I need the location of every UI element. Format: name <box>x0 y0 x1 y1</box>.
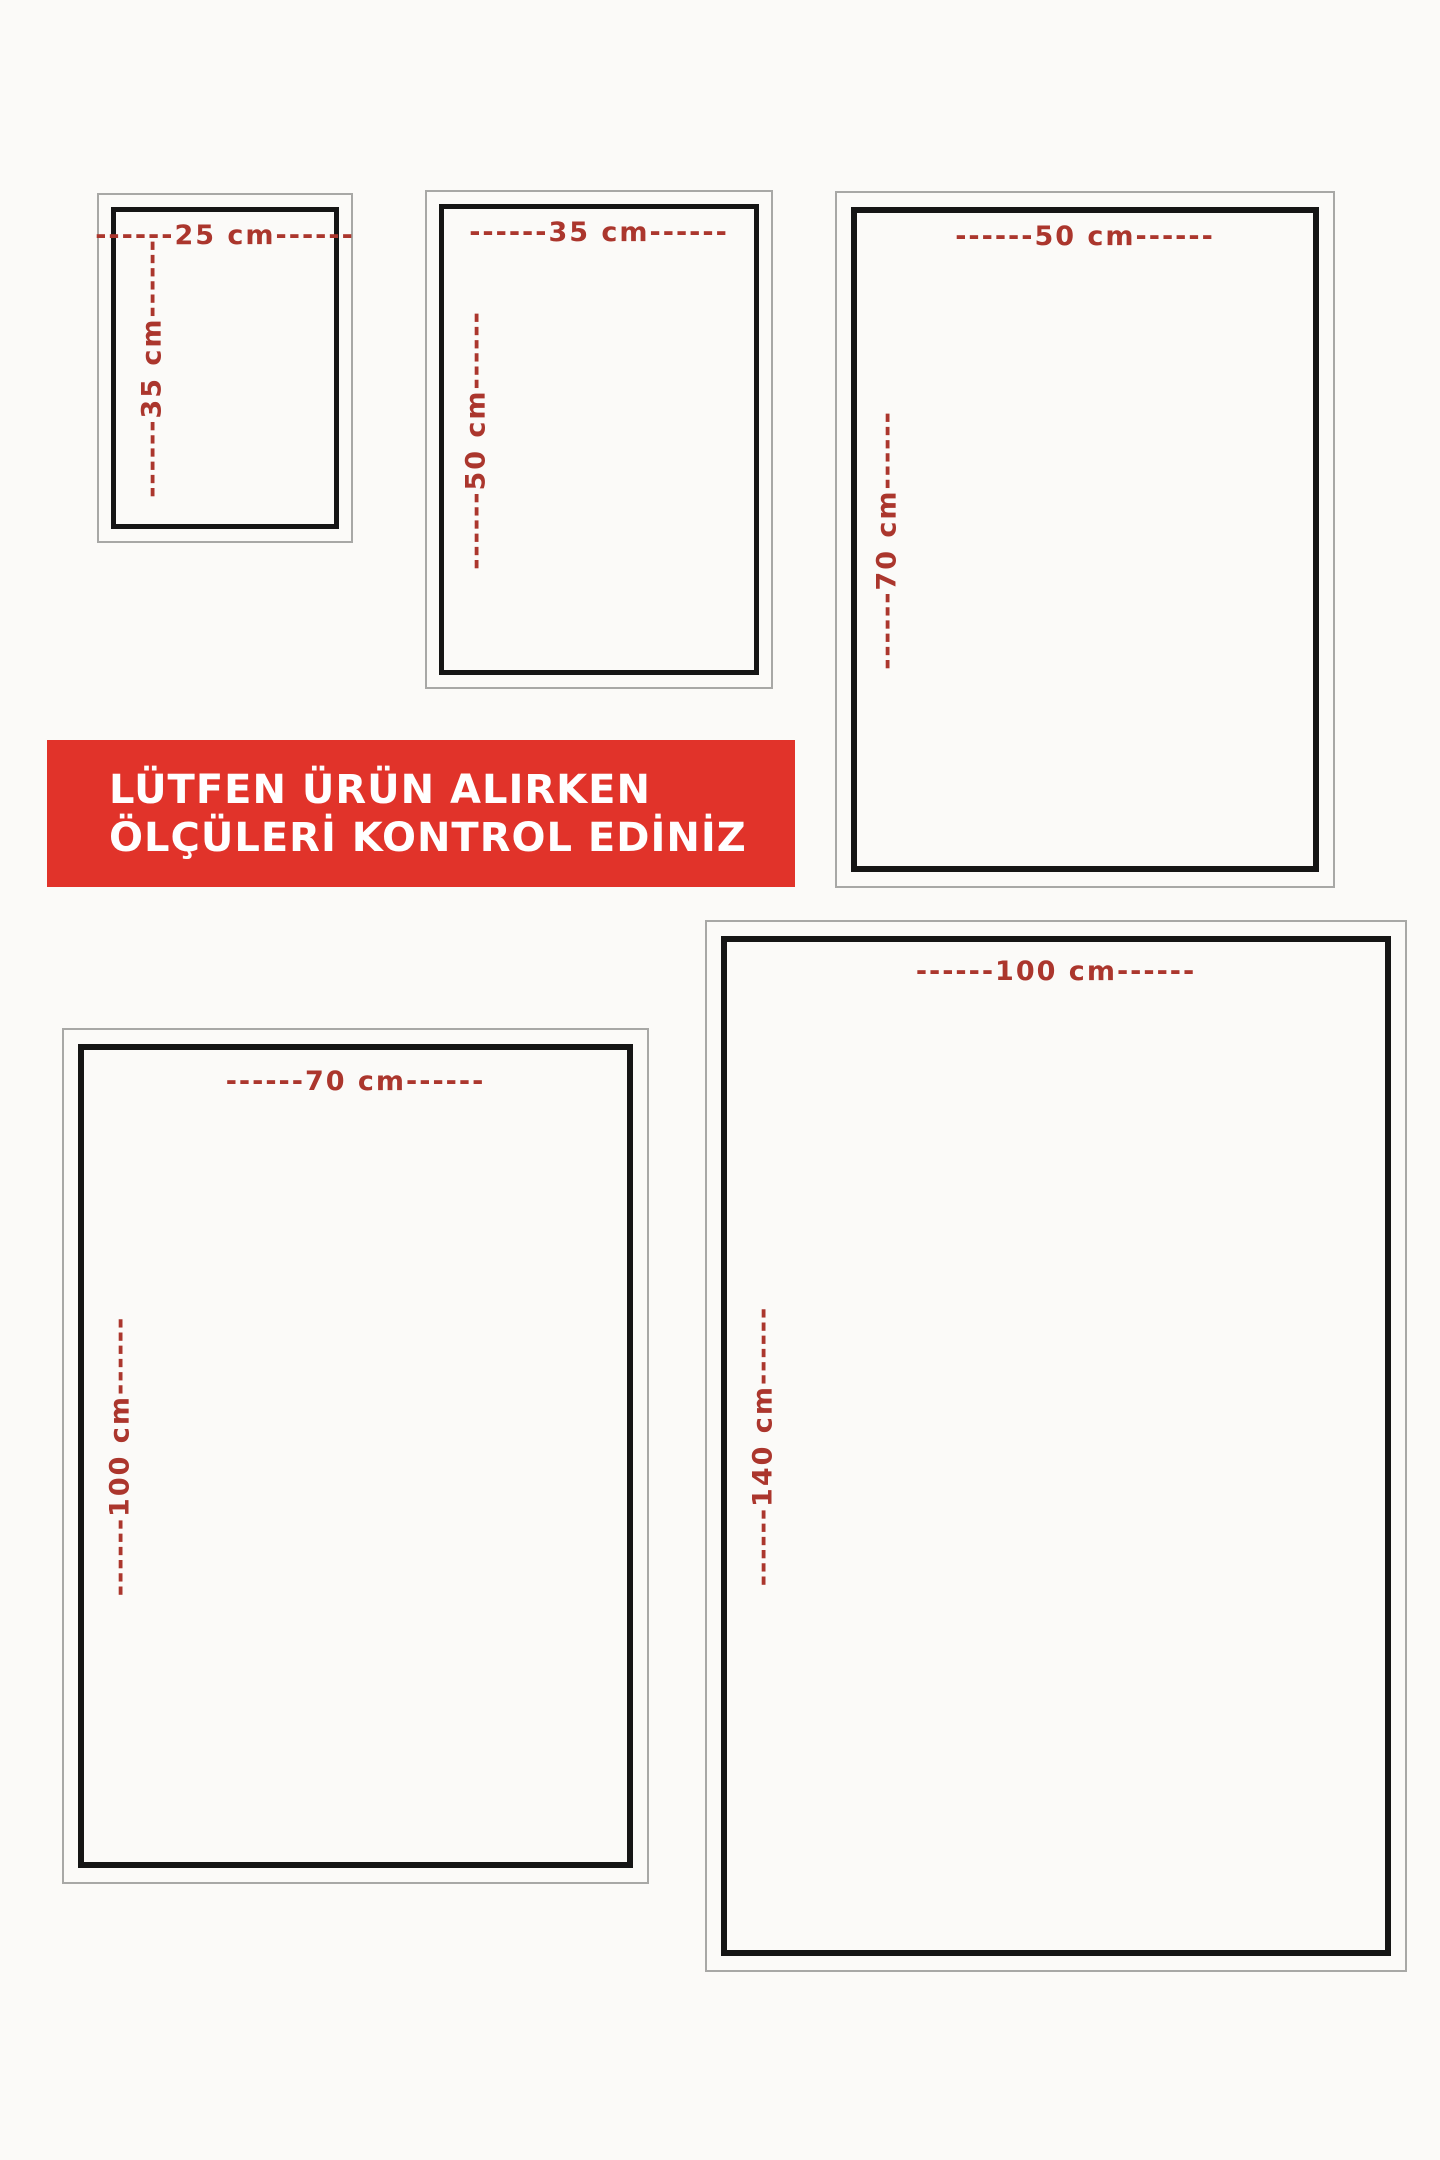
size-box-100x140-inner-frame <box>721 936 1391 1956</box>
width-label-70cm: ------70 cm------ <box>225 1066 486 1097</box>
height-label-140cm: ------140 cm------ <box>747 1305 779 1587</box>
size-box-50x70 <box>835 191 1335 888</box>
notice-banner <box>47 740 795 887</box>
size-box-70x100-inner-frame <box>78 1044 633 1868</box>
size-box-100x140 <box>705 920 1407 1972</box>
height-label-70cm: ------70 cm------ <box>871 409 903 670</box>
width-label-25cm: ------25 cm------ <box>95 220 355 251</box>
size-box-35x50 <box>425 190 773 689</box>
width-label-100cm: ------100 cm------ <box>915 956 1197 987</box>
size-box-25x35-inner-frame <box>95 207 355 529</box>
width-label-50cm: ------50 cm------ <box>955 221 1215 252</box>
size-box-35x50-inner-frame <box>439 204 759 675</box>
height-label-50cm: ------50 cm------ <box>460 309 492 570</box>
height-label-100cm: ------100 cm------ <box>104 1315 136 1597</box>
size-box-25x35 <box>97 193 353 543</box>
size-box-70x100 <box>62 1028 649 1884</box>
size-box-50x70-inner-frame <box>851 207 1319 872</box>
width-label-35cm: ------35 cm------ <box>469 217 729 248</box>
height-label-35cm: ------35 cm------ <box>136 238 168 498</box>
notice-line-1: LÜTFEN ÜRÜN ALIRKEN <box>109 766 651 813</box>
notice-line-2: ÖLÇÜLERİ KONTROL EDİNİZ <box>109 814 747 861</box>
